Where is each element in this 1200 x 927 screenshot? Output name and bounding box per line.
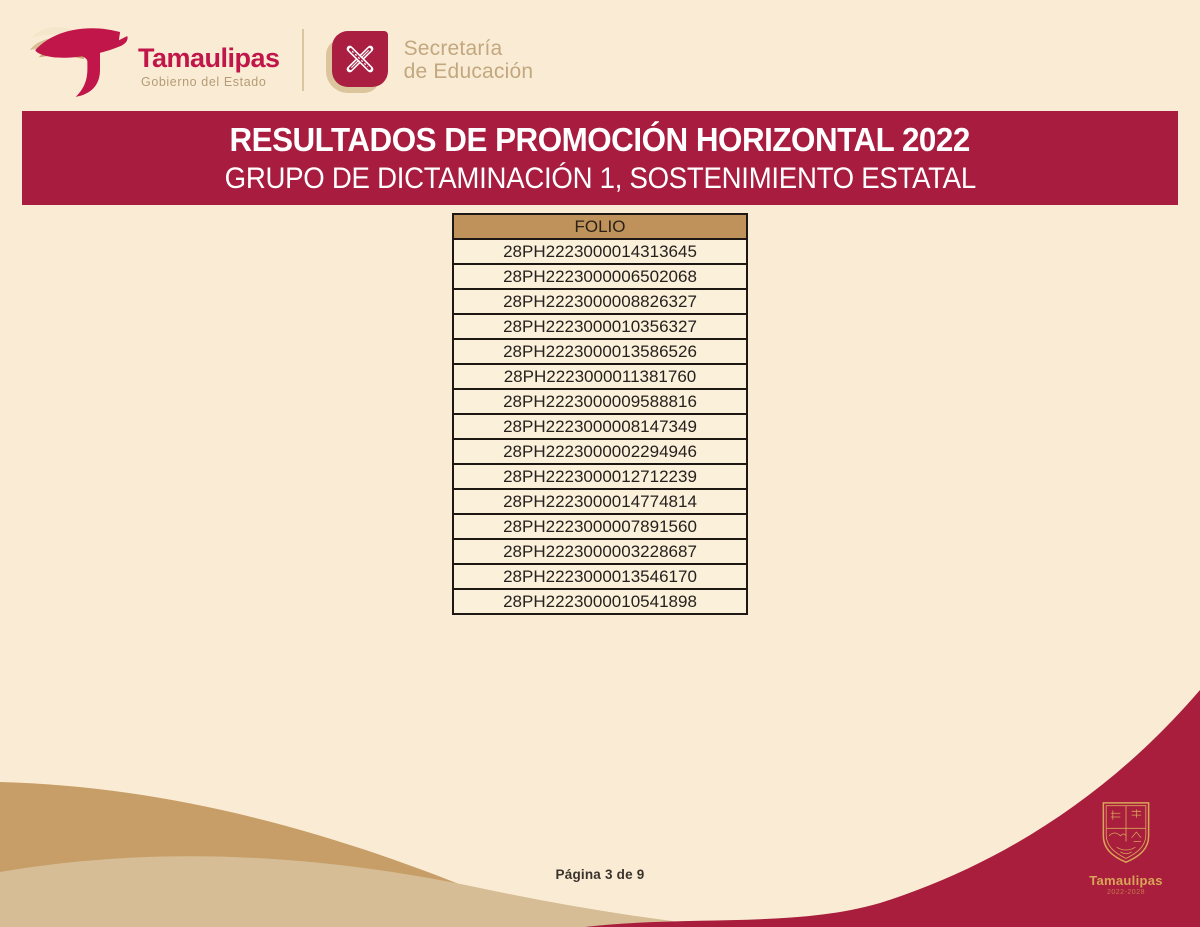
folio-table [452,213,748,615]
table-row [453,489,747,514]
brand-text [138,45,280,89]
secretary-line2: de Educación [403,60,534,83]
folio-cell: 28PH2223000010356327 [453,314,747,339]
folio-cell: 28PH2223000007891560 [453,514,747,539]
folio-cell: 28PH2223000013546170 [453,564,747,589]
folio-column-header: FOLIO [453,214,747,239]
folio-cell: 28PH2223000010541898 [453,589,747,614]
table-row [453,464,747,489]
table-row [453,539,747,564]
table-row [453,314,747,339]
folio-cell: 28PH2223000002294946 [453,439,747,464]
folio-cell: 28PH2223000014313645 [453,239,747,264]
title-banner [22,111,1178,205]
folio-cell: 28PH2223000011381760 [453,364,747,389]
secretary-line1: Secretaría [403,37,503,61]
table-row [453,514,747,539]
table-row [453,564,747,589]
table-row [453,389,747,414]
table-header-row [453,214,747,239]
table-row [453,339,747,364]
page-number: Página 3 de 9 [555,867,645,882]
table-row [453,289,747,314]
folio-cell: 28PH2223000012712239 [453,464,747,489]
pencil-cross-icon [338,37,382,81]
coat-of-arms-icon [1097,800,1155,866]
page-subtitle: GRUPO DE DICTAMINACIÓN 1, SOSTENIMIENTO ESTATAL [224,161,976,195]
folio-cell: 28PH2223000009588816 [453,389,747,414]
table-row [453,364,747,389]
tamaulipas-eagle-icon [28,21,136,99]
folio-cell: 28PH2223000006502068 [453,264,747,289]
brand-tagline: Gobierno del Estado [141,75,267,90]
brand-name: Tamaulipas [138,43,280,74]
education-logo-square [332,31,388,87]
table-row [453,264,747,289]
page-title: RESULTADOS DE PROMOCIÓN HORIZONTAL 2022 [229,120,971,158]
table-row [453,589,747,614]
emblem-name: Tamaulipas [1089,873,1163,888]
emblem-term: 2022-2028 [1107,889,1145,896]
table-row [453,439,747,464]
table-row [453,414,747,439]
secretary-text [404,38,534,83]
folio-cell: 28PH2223000003228687 [453,539,747,564]
header-divider [302,29,304,91]
folio-cell: 28PH2223000014774814 [453,489,747,514]
education-logo [330,31,388,89]
folio-cell: 28PH2223000008826327 [453,289,747,314]
folio-cell: 28PH2223000008147349 [453,414,747,439]
header [28,20,533,100]
state-emblem [1080,800,1172,896]
table-row [453,239,747,264]
folio-cell: 28PH2223000013586526 [453,339,747,364]
